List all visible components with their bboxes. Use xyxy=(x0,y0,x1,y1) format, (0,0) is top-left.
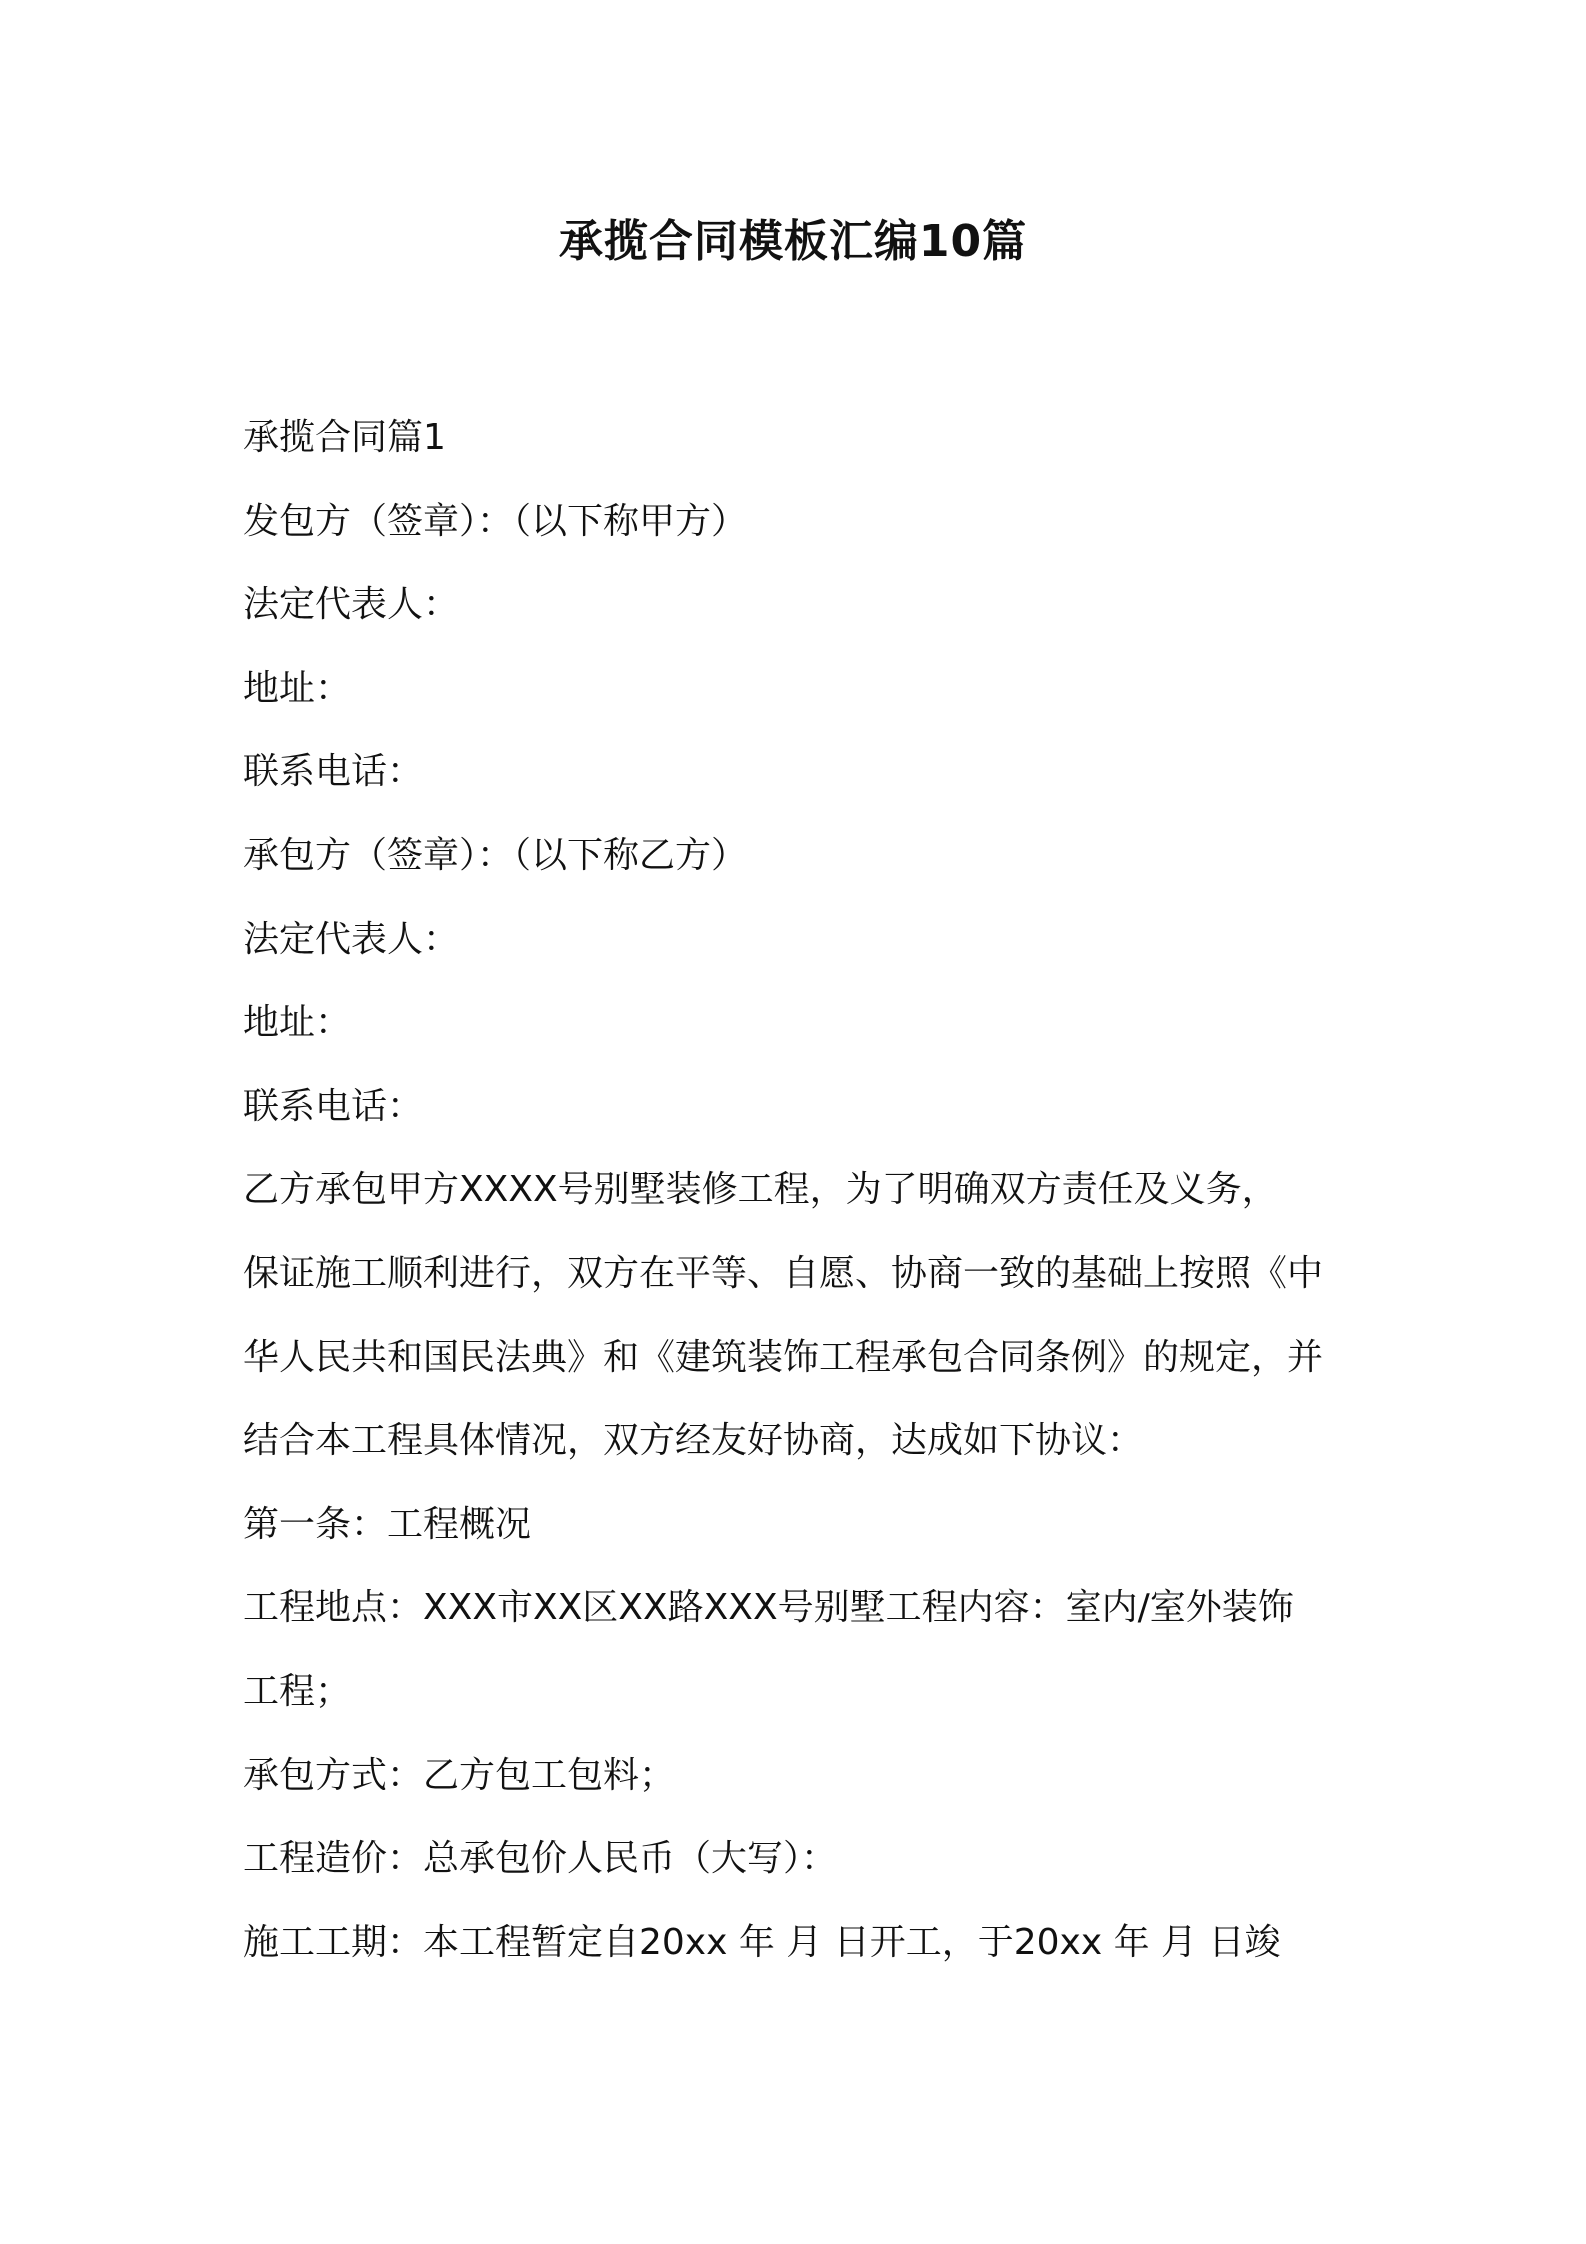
article-heading: 第一条：工程概况 xyxy=(243,1503,532,1545)
party-b-line: 承包方（签章）：（以下称乙方） xyxy=(243,834,748,876)
party-a-address: 地址： xyxy=(243,667,352,709)
construction-period: 施工工期：本工程暂定自20xx 年 月 日开工，于20xx 年 月 日竣 xyxy=(243,1921,1281,1963)
preamble-line: 保证施工顺利进行，双方在平等、自愿、协商一致的基础上按照《中 xyxy=(243,1252,1324,1294)
section-heading: 承揽合同篇1 xyxy=(243,417,446,458)
preamble-line: 乙方承包甲方XXXX号别墅装修工程，为了明确双方责任及义务， xyxy=(243,1169,1278,1211)
party-b-phone: 联系电话： xyxy=(243,1085,424,1127)
preamble-line: 结合本工程具体情况，双方经友好协商，达成如下协议： xyxy=(243,1420,1144,1462)
project-cost: 工程造价：总承包价人民币（大写）： xyxy=(243,1838,838,1880)
document-title: 承揽合同模板汇编10篇 xyxy=(558,216,1028,267)
party-b-representative: 法定代表人： xyxy=(243,918,460,960)
party-a-representative: 法定代表人： xyxy=(243,584,460,626)
party-a-line: 发包方（签章）：（以下称甲方） xyxy=(243,500,748,542)
document-body xyxy=(243,408,1353,1996)
contract-method: 承包方式：乙方包工包料； xyxy=(243,1754,676,1796)
project-location-cont: 工程； xyxy=(243,1670,352,1712)
party-b-address: 地址： xyxy=(243,1002,352,1044)
preamble-line: 华人民共和国民法典》和《建筑装饰工程承包合同条例》的规定，并 xyxy=(243,1336,1324,1378)
project-location: 工程地点：XXX市XX区XX路XXX号别墅工程内容：室内/室外装饰 xyxy=(243,1587,1294,1629)
party-a-phone: 联系电话： xyxy=(243,751,424,793)
